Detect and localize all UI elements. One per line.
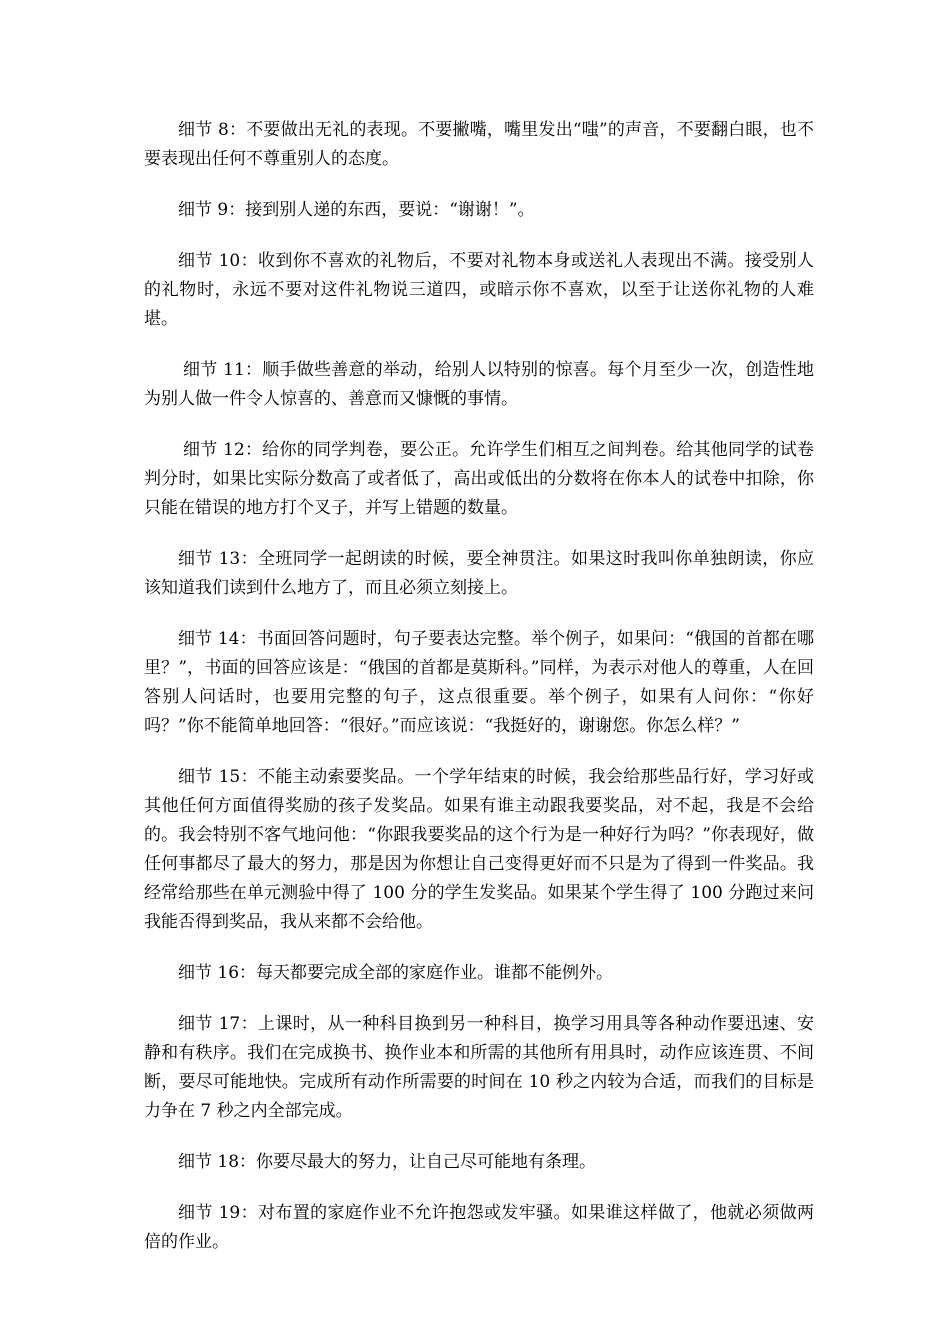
paragraph-detail-8: 细节 8：不要做出无礼的表现。不要撇嘴，嘴里发出“嗤”的声音，不要翻白眼，也不要表现出任何不尊重别人的态度。 <box>144 120 814 169</box>
paragraph-detail-12: 细节 12：给你的同学判卷，要公正。允许学生们相互之间判卷。给其他同学的试卷判分时，如果比实际分数高了或者低了，高出或低出的分数将在你本人的试卷中扣除，你只能在错误的地方打个叉子，并写上错题的数量。 <box>144 440 814 518</box>
paragraph-detail-9: 细节 9：接到别人递的东西，要说：“谢谢！”。 <box>178 200 535 220</box>
paragraph-detail-13: 细节 13：全班同学一起朗读的时候，要全神贯注。如果这时我叫你单独朗读，你应该知道我们读到什么地方了，而且必须立刻接上。 <box>144 549 814 598</box>
paragraph-detail-18: 细节 18：你要尽最大的努力，让自己尽可能地有条理。 <box>178 1152 597 1172</box>
paragraph-detail-10: 细节 10：收到你不喜欢的礼物后，不要对礼物本身或送礼人表现出不满。接受别人的礼物时，永远不要对这件礼物说三道四，或暗示你不喜欢，以至于让送你礼物的人难堪。 <box>144 251 814 329</box>
paragraph-detail-19: 细节 19：对布置的家庭作业不允许抱怨或发牢骚。如果谁这样做了，他就必须做两倍的作业。 <box>144 1203 814 1252</box>
paragraph-detail-14: 细节 14：书面回答问题时，句子要表达完整。举个例子，如果问：“俄国的首都在哪里？”，书面的回答应该是：“俄国的首都是莫斯科。”同样，为表示对他人的尊重，人在回答别人问话时，也要用完整的句子，这点很重要。举个例子，如果有人问你：“你好吗？”你不能简单地回答：“很好。”而应该说：“我挺好的，谢谢您。你怎么样？” <box>144 629 814 736</box>
paragraph-detail-15: 细节 15：不能主动索要奖品。一个学年结束的时候，我会给那些品行好，学习好或其他任何方面值得奖励的孩子发奖品。如果有谁主动跟我要奖品，对不起，我是不会给的。我会特别不客气地问他：“你跟我要奖品的这个行为是一种好行为吗？”你表现好，做任何事都尽了最大的努力，那是因为你想让自己变得更好而不只是为了得到一件奖品。我经常给那些在单元测验中得了 100 分的学生发奖品。如果某个学生得了 100 分跑过来问我能否得到奖品，我从来都不会给他。 <box>144 767 814 932</box>
paragraph-detail-11: 细节 11：顺手做些善意的举动，给别人以特别的惊喜。每个月至少一次，创造性地为别人做一件令人惊喜的、善意而又慷慨的事情。 <box>144 360 814 409</box>
paragraph-detail-17: 细节 17：上课时，从一种科目换到另一种科目，换学习用具等各种动作要迅速、安静和有秩序。我们在完成换书、换作业本和所需的其他所有用具时，动作应该连贯、不间断，要尽可能地快。完成所有动作所需要的时间在 10 秒之内较为合适，而我们的目标是力争在 7 秒之内全部完成。 <box>144 1014 814 1121</box>
document-body <box>144 116 814 1279</box>
paragraph-detail-16: 细节 16：每天都要完成全部的家庭作业。谁都不能例外。 <box>178 963 614 983</box>
